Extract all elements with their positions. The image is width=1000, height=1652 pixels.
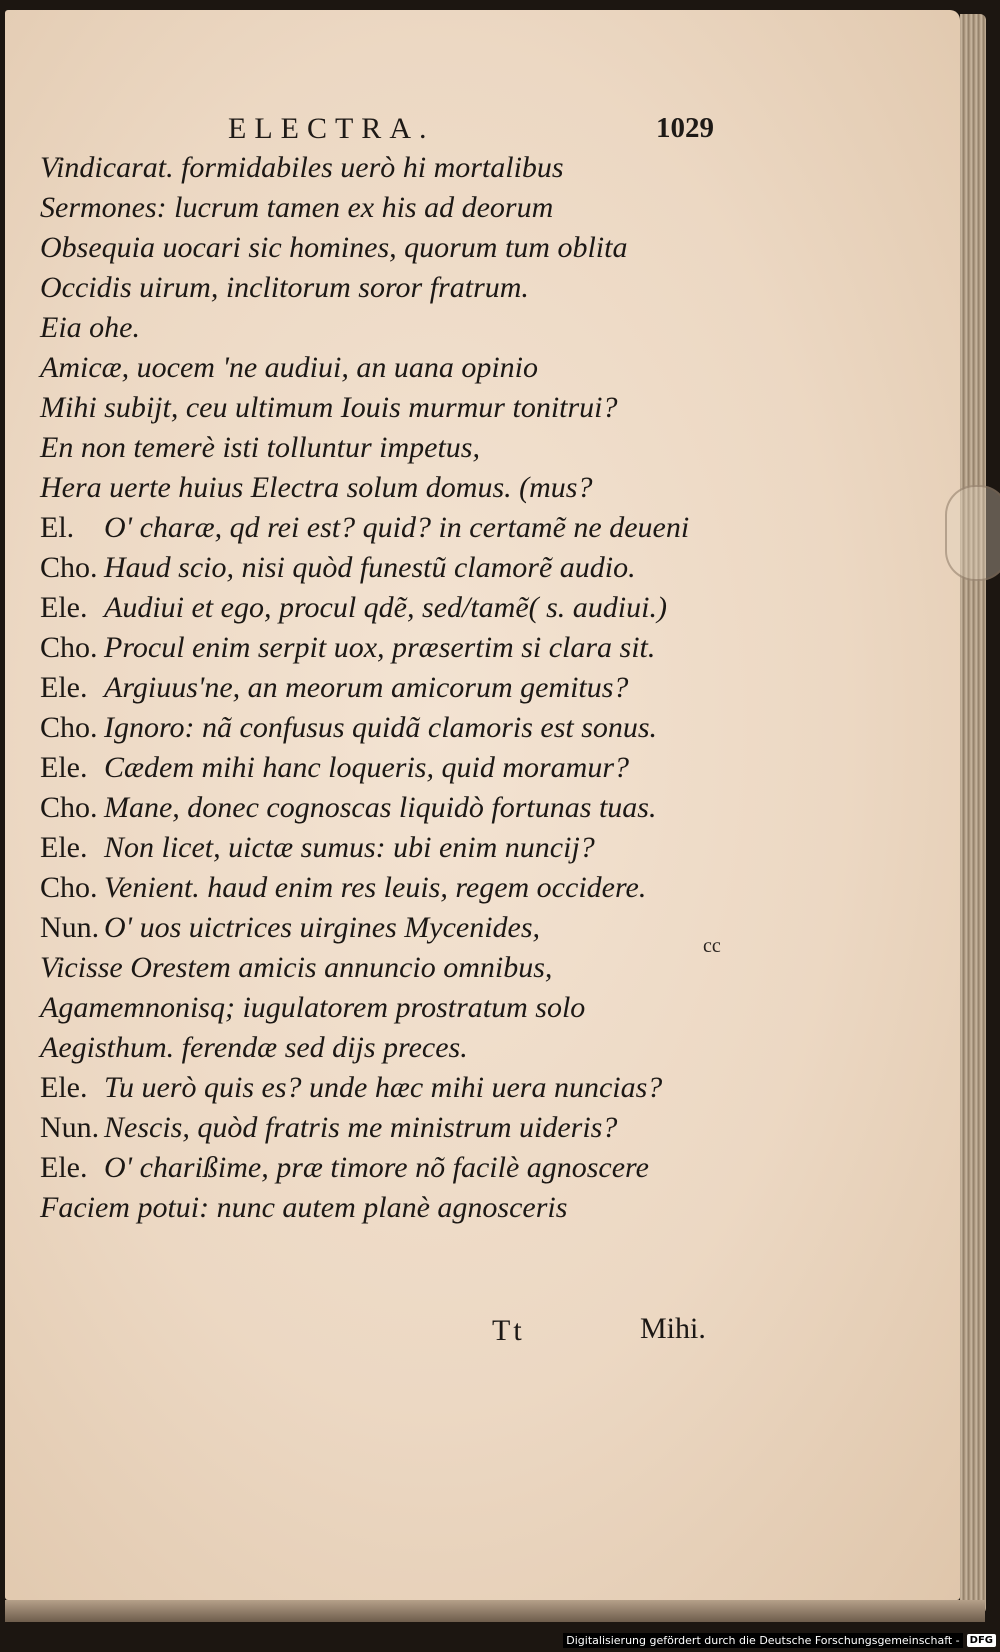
text-block bbox=[40, 148, 740, 1308]
running-head bbox=[42, 112, 714, 148]
speaker-label: Cho. bbox=[40, 791, 98, 824]
line-text: Aegisthum. ferendæ sed dijs preces. bbox=[40, 1031, 468, 1064]
text-line bbox=[40, 548, 740, 588]
speaker-label: Cho. bbox=[40, 551, 98, 584]
line-text: Mane, donec cognoscas liquidò fortunas tuas. bbox=[104, 791, 657, 824]
running-title: ELECTRA. bbox=[228, 112, 435, 145]
footer-credit: Digitalisierung gefördert durch die Deutsche Forschungsgemeinschaft - bbox=[563, 1633, 962, 1648]
text-line bbox=[40, 628, 740, 668]
line-text: O' charæ, qd rei est? quid? in certamẽ ne deueni bbox=[104, 511, 690, 544]
speaker-label: El. bbox=[40, 511, 75, 544]
text-line bbox=[40, 388, 740, 428]
speaker-label: Nun. bbox=[40, 911, 100, 944]
text-line bbox=[40, 868, 740, 908]
signature-mark: Tt bbox=[492, 1314, 525, 1347]
line-text: Ignoro: nã confusus quidã clamoris est sonus. bbox=[104, 711, 658, 744]
speaker-label: Cho. bbox=[40, 871, 98, 904]
line-text: Occidis uirum, inclitorum soror fratrum. bbox=[40, 271, 529, 304]
text-line bbox=[40, 508, 740, 548]
text-line bbox=[40, 748, 740, 788]
text-line bbox=[40, 668, 740, 708]
line-text: Hera uerte huius Electra solum domus. (mus? bbox=[40, 471, 593, 504]
text-line bbox=[40, 308, 740, 348]
line-text: Vindicarat. formidabiles uerò hi mortalibus bbox=[40, 151, 564, 184]
speaker-label: Cho. bbox=[40, 631, 98, 664]
text-line bbox=[40, 988, 740, 1028]
line-text: Nescis, quòd fratris me ministrum uideris? bbox=[104, 1111, 618, 1144]
page-number: 1029 bbox=[656, 112, 714, 144]
text-line bbox=[40, 268, 740, 308]
text-line bbox=[40, 428, 740, 468]
margin-mark: cc bbox=[703, 935, 721, 957]
page-clip bbox=[945, 485, 1000, 581]
line-text: Cædem mihi hanc loqueris, quid moramur? bbox=[104, 751, 629, 784]
line-text: O' uos uictrices uirgines Mycenides, bbox=[104, 911, 541, 944]
speaker-label: Ele. bbox=[40, 751, 88, 784]
line-text: Vicisse Orestem amicis annuncio omnibus, bbox=[40, 951, 553, 984]
text-line bbox=[40, 1108, 740, 1148]
line-text: Agamemnonisq; iugulatorem prostratum solo bbox=[40, 991, 586, 1024]
text-line bbox=[40, 148, 740, 188]
line-text: Obsequia uocari sic homines, quorum tum oblita bbox=[40, 231, 628, 264]
speaker-label: Nun. bbox=[40, 1111, 100, 1144]
line-text: Venient. haud enim res leuis, regem occidere. bbox=[104, 871, 647, 904]
bottom-edge bbox=[5, 1600, 985, 1622]
dfg-logo: DFG bbox=[967, 1634, 996, 1647]
line-text: Procul enim serpit uox, præsertim si clara sit. bbox=[104, 631, 656, 664]
text-line bbox=[40, 708, 740, 748]
line-text: Audiui et ego, procul qdẽ, sed/tamẽ( s. audiui.) bbox=[104, 591, 667, 624]
speaker-label: Ele. bbox=[40, 1071, 88, 1104]
text-line bbox=[40, 348, 740, 388]
speaker-label: Ele. bbox=[40, 671, 88, 704]
catchword: Mihi. bbox=[640, 1312, 706, 1345]
line-text: Faciem potui: nunc autem planè agnosceris bbox=[40, 1191, 568, 1224]
text-line bbox=[40, 788, 740, 828]
line-text: Tu uerò quis es? unde hæc mihi uera nuncias? bbox=[104, 1071, 663, 1104]
line-text: Amicæ, uocem 'ne audiui, an uana opinio bbox=[40, 351, 539, 384]
text-line bbox=[40, 828, 740, 868]
text-line bbox=[40, 908, 740, 948]
text-line bbox=[40, 588, 740, 628]
speaker-label: Cho. bbox=[40, 711, 98, 744]
line-text: Non licet, uictæ sumus: ubi enim nuncij? bbox=[104, 831, 595, 864]
footer bbox=[563, 1630, 996, 1650]
line-text: Haud scio, nisi quòd funestũ clamorẽ audio. bbox=[104, 551, 636, 584]
text-line bbox=[40, 1148, 740, 1188]
text-line bbox=[40, 948, 740, 988]
line-text: En non temerè isti tolluntur impetus, bbox=[40, 431, 480, 464]
speaker-label: Ele. bbox=[40, 831, 88, 864]
line-text: Argiuus'ne, an meorum amicorum gemitus? bbox=[104, 671, 629, 704]
speaker-label: Ele. bbox=[40, 591, 88, 624]
text-line bbox=[40, 468, 740, 508]
line-text: Eia ohe. bbox=[40, 311, 140, 344]
text-line bbox=[40, 188, 740, 228]
line-text: Mihi subijt, ceu ultimum Iouis murmur tonitrui? bbox=[40, 391, 618, 424]
text-line bbox=[40, 1188, 740, 1228]
line-text: O' charißime, præ timore nõ facilè agnoscere bbox=[104, 1151, 649, 1184]
text-line bbox=[40, 228, 740, 268]
page-edges bbox=[960, 14, 986, 1614]
speaker-label: Ele. bbox=[40, 1151, 88, 1184]
text-line bbox=[40, 1028, 740, 1068]
line-text: Sermones: lucrum tamen ex his ad deorum bbox=[40, 191, 554, 224]
text-line bbox=[40, 1068, 740, 1108]
